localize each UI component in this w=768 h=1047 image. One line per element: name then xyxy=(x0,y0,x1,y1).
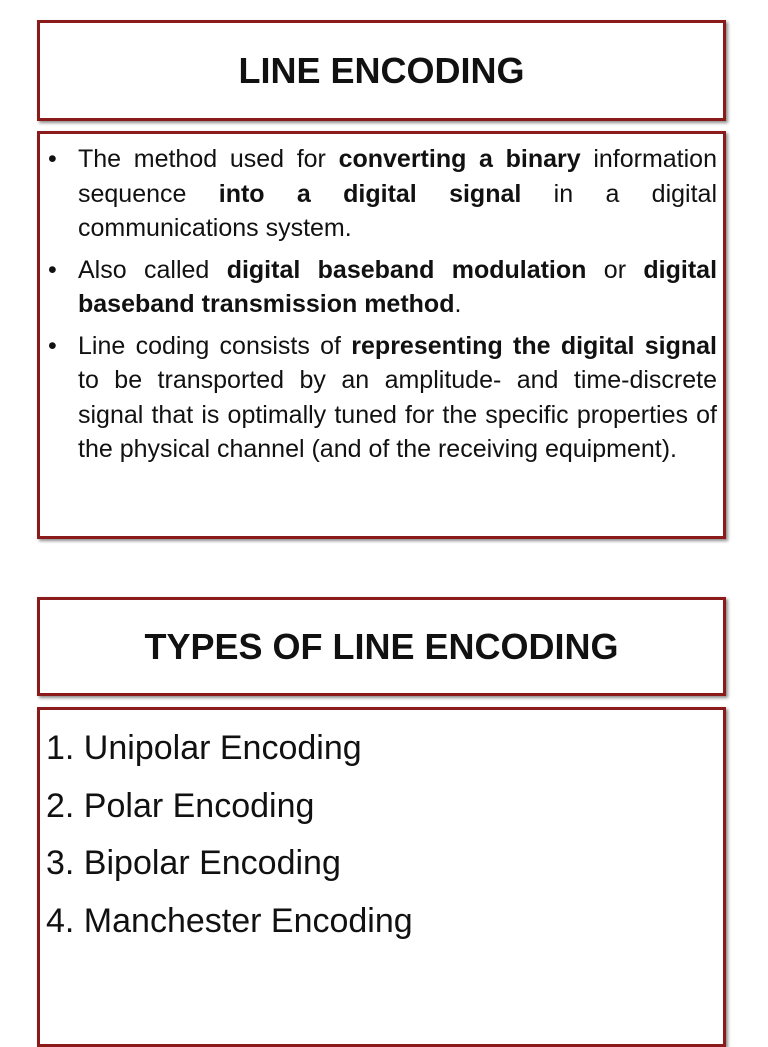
types-title-box xyxy=(37,597,726,696)
bullet-text: in a digital communications system. xyxy=(78,179,717,242)
bullet-marker: • xyxy=(48,331,57,360)
bullet-text: Line coding consists of xyxy=(78,331,352,360)
bullet-bold-text: digital baseband modulation xyxy=(226,255,587,284)
bullet-text: to be transported by an amplitude- and time-discrete signal that is optimally tuned for the specific properties of the physical channel (and of the receiving equipment). xyxy=(78,366,717,463)
bullet-text: . xyxy=(454,290,462,318)
bullet-text: or xyxy=(586,255,644,284)
bullet-item xyxy=(46,253,717,322)
bullet-text: The method used for xyxy=(78,145,339,173)
type-item: 2. Polar Encoding xyxy=(46,786,315,825)
type-item: 3. Bipolar Encoding xyxy=(46,844,341,882)
bullet-marker: • xyxy=(48,145,57,173)
bullet-bold-text: converting a binary xyxy=(338,145,581,173)
definition-box xyxy=(37,131,726,539)
definition-list xyxy=(46,142,717,467)
bullet-text: information sequence xyxy=(78,145,717,208)
types-list xyxy=(46,720,717,950)
bullet-bold-text: digital baseband transmission method xyxy=(78,255,718,318)
page-title: LINE ENCODING xyxy=(238,49,525,91)
bullet-marker: • xyxy=(48,255,57,284)
type-item: 1. Unipolar Encoding xyxy=(46,729,362,767)
type-item: 4. Manchester Encoding xyxy=(46,901,413,940)
types-title: TYPES OF LINE ENCODING xyxy=(144,625,619,667)
bullet-item xyxy=(46,142,717,246)
types-box xyxy=(37,707,726,1047)
bullet-bold-text: representing the digital signal xyxy=(351,331,717,360)
title-box xyxy=(37,20,726,121)
bullet-item xyxy=(46,329,717,467)
bullet-text: Also called xyxy=(78,255,227,284)
bullet-bold-text: into a digital signal xyxy=(218,179,522,208)
